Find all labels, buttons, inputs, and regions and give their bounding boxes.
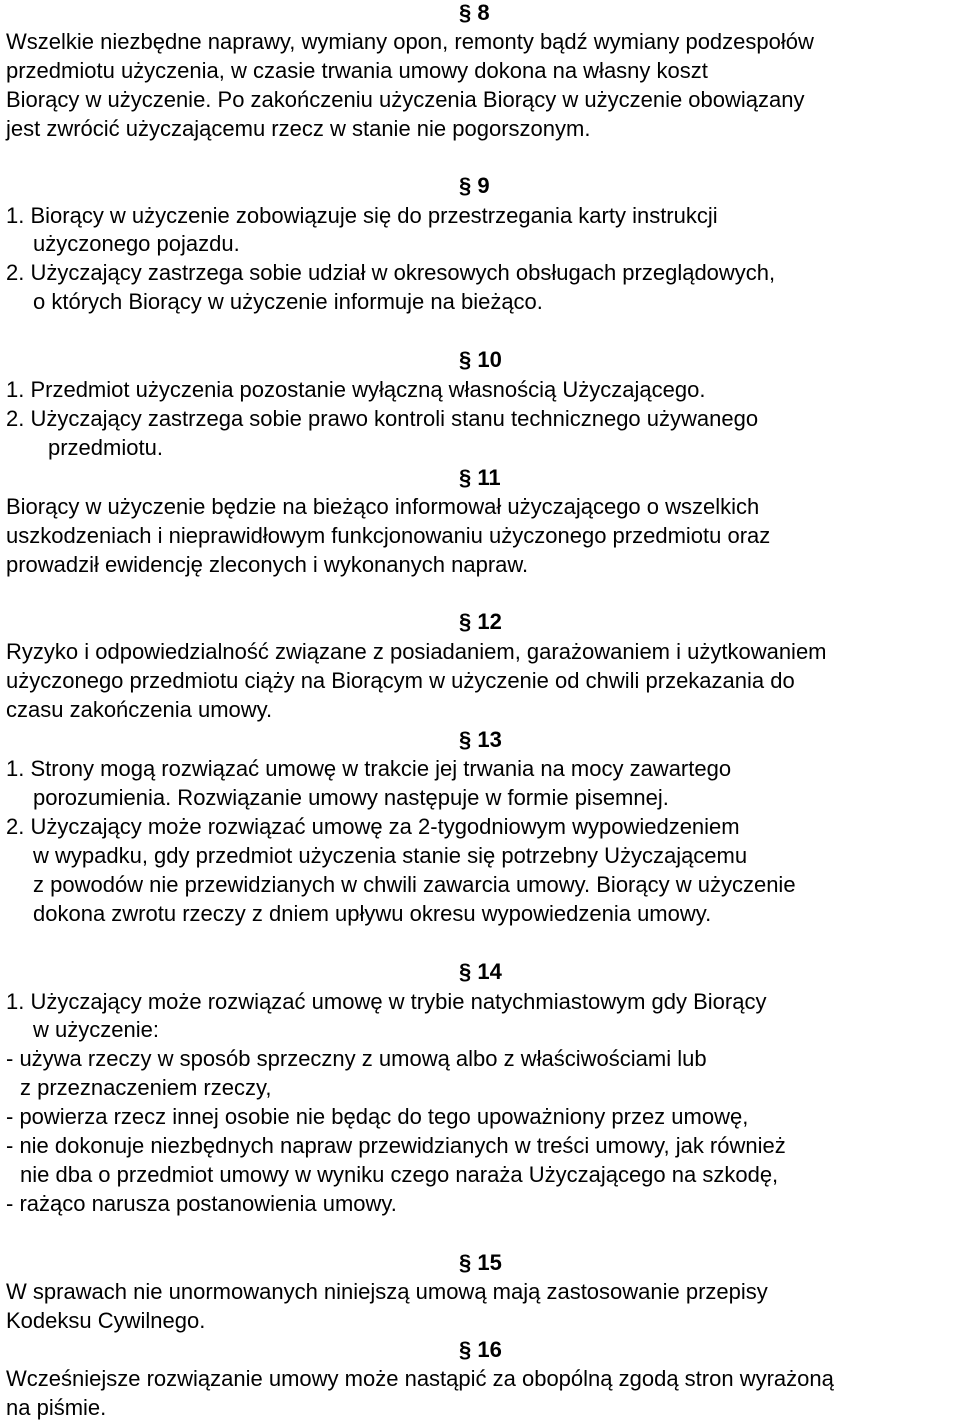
section-heading-15: § 15 xyxy=(459,1250,502,1275)
paragraph-line: Kodeksu Cywilnego. xyxy=(6,1308,206,1333)
paragraph-line: - powierza rzecz innej osobie nie będąc do tego upoważniony przez umowę, xyxy=(6,1104,749,1129)
paragraph-line: z powodów nie przewidzianych w chwili zawarcia umowy. Biorący w użyczenie xyxy=(33,872,796,897)
paragraph-line: Biorący w użyczenie będzie na bieżąco informował użyczającego o wszelkich xyxy=(6,494,760,519)
paragraph-line: dokona zwrotu rzeczy z dniem upływu okresu wypowiedzenia umowy. xyxy=(33,901,712,926)
paragraph-line: z przeznaczeniem rzeczy, xyxy=(20,1075,272,1100)
paragraph-line: o których Biorący w użyczenie informuje na bieżąco. xyxy=(33,289,543,314)
paragraph-line: W sprawach nie unormowanych niniejszą umową mają zastosowanie przepisy xyxy=(6,1279,768,1304)
paragraph-line: jest zwrócić użyczającemu rzecz w stanie nie pogorszonym. xyxy=(6,116,591,141)
paragraph-line: 1. Biorący w użyczenie zobowiązuje się do przestrzegania karty instrukcji xyxy=(6,203,718,228)
paragraph-line: 2. Użyczający zastrzega sobie udział w okresowych obsługach przeglądowych, xyxy=(6,260,776,285)
paragraph-line: na piśmie. xyxy=(6,1395,107,1420)
section-heading-12: § 12 xyxy=(459,609,502,634)
paragraph-line: przedmiotu. xyxy=(48,435,163,460)
paragraph-line: 1. Użyczający może rozwiązać umowę w trybie natychmiastowym gdy Biorący xyxy=(6,989,767,1014)
paragraph-line: porozumienia. Rozwiązanie umowy następuje w formie pisemnej. xyxy=(33,785,669,810)
paragraph-line: użyczonego pojazdu. xyxy=(33,231,240,256)
paragraph-line: 1. Przedmiot użyczenia pozostanie wyłączną własnością Użyczającego. xyxy=(6,377,706,402)
section-heading-13: § 13 xyxy=(459,727,502,752)
paragraph-line: 2. Użyczający zastrzega sobie prawo kontroli stanu technicznego używanego xyxy=(6,406,759,431)
paragraph-line: Wcześniejsze rozwiązanie umowy może nastąpić za obopólną zgodą stron wyrażoną xyxy=(6,1366,834,1391)
paragraph-line: - używa rzeczy w sposób sprzeczny z umową albo z właściwościami lub xyxy=(6,1046,707,1071)
paragraph-line: Wszelkie niezbędne naprawy, wymiany opon, remonty bądź wymiany podzespołów xyxy=(6,29,814,54)
paragraph-line: Biorący w użyczenie. Po zakończeniu użyczenia Biorący w użyczenie obowiązany xyxy=(6,87,805,112)
paragraph-line: 2. Użyczający może rozwiązać umowę za 2-tygodniowym wypowiedzeniem xyxy=(6,814,740,839)
paragraph-line: prowadził ewidencję zleconych i wykonanych napraw. xyxy=(6,552,529,577)
paragraph-line: - nie dokonuje niezbędnych napraw przewidzianych w treści umowy, jak również xyxy=(6,1133,786,1158)
paragraph-line: - rażąco narusza postanowienia umowy. xyxy=(6,1191,397,1216)
section-heading-16: § 16 xyxy=(459,1337,502,1362)
paragraph-line: 1. Strony mogą rozwiązać umowę w trakcie jej trwania na mocy zawartego xyxy=(6,756,732,781)
section-heading-10: § 10 xyxy=(459,347,502,372)
paragraph-line: uszkodzeniach i nieprawidłowym funkcjonowaniu użyczonego przedmiotu oraz xyxy=(6,523,771,548)
section-heading-14: § 14 xyxy=(459,959,502,984)
paragraph-line: przedmiotu użyczenia, w czasie trwania umowy dokona na własny koszt xyxy=(6,58,708,83)
paragraph-line: Ryzyko i odpowiedzialność związane z posiadaniem, garażowaniem i użytkowaniem xyxy=(6,639,827,664)
section-heading-9: § 9 xyxy=(459,173,490,198)
paragraph-line: użyczonego przedmiotu ciąży na Biorącym w użyczenie od chwili przekazania do xyxy=(6,668,795,693)
section-heading-8: § 8 xyxy=(459,0,490,25)
paragraph-line: nie dba o przedmiot umowy w wyniku czego naraża Użyczającego na szkodę, xyxy=(20,1162,779,1187)
paragraph-line: w użyczenie: xyxy=(33,1017,159,1042)
section-heading-11: § 11 xyxy=(459,465,501,490)
paragraph-line: czasu zakończenia umowy. xyxy=(6,697,273,722)
paragraph-line: w wypadku, gdy przedmiot użyczenia stanie się potrzebny Użyczającemu xyxy=(33,843,748,868)
